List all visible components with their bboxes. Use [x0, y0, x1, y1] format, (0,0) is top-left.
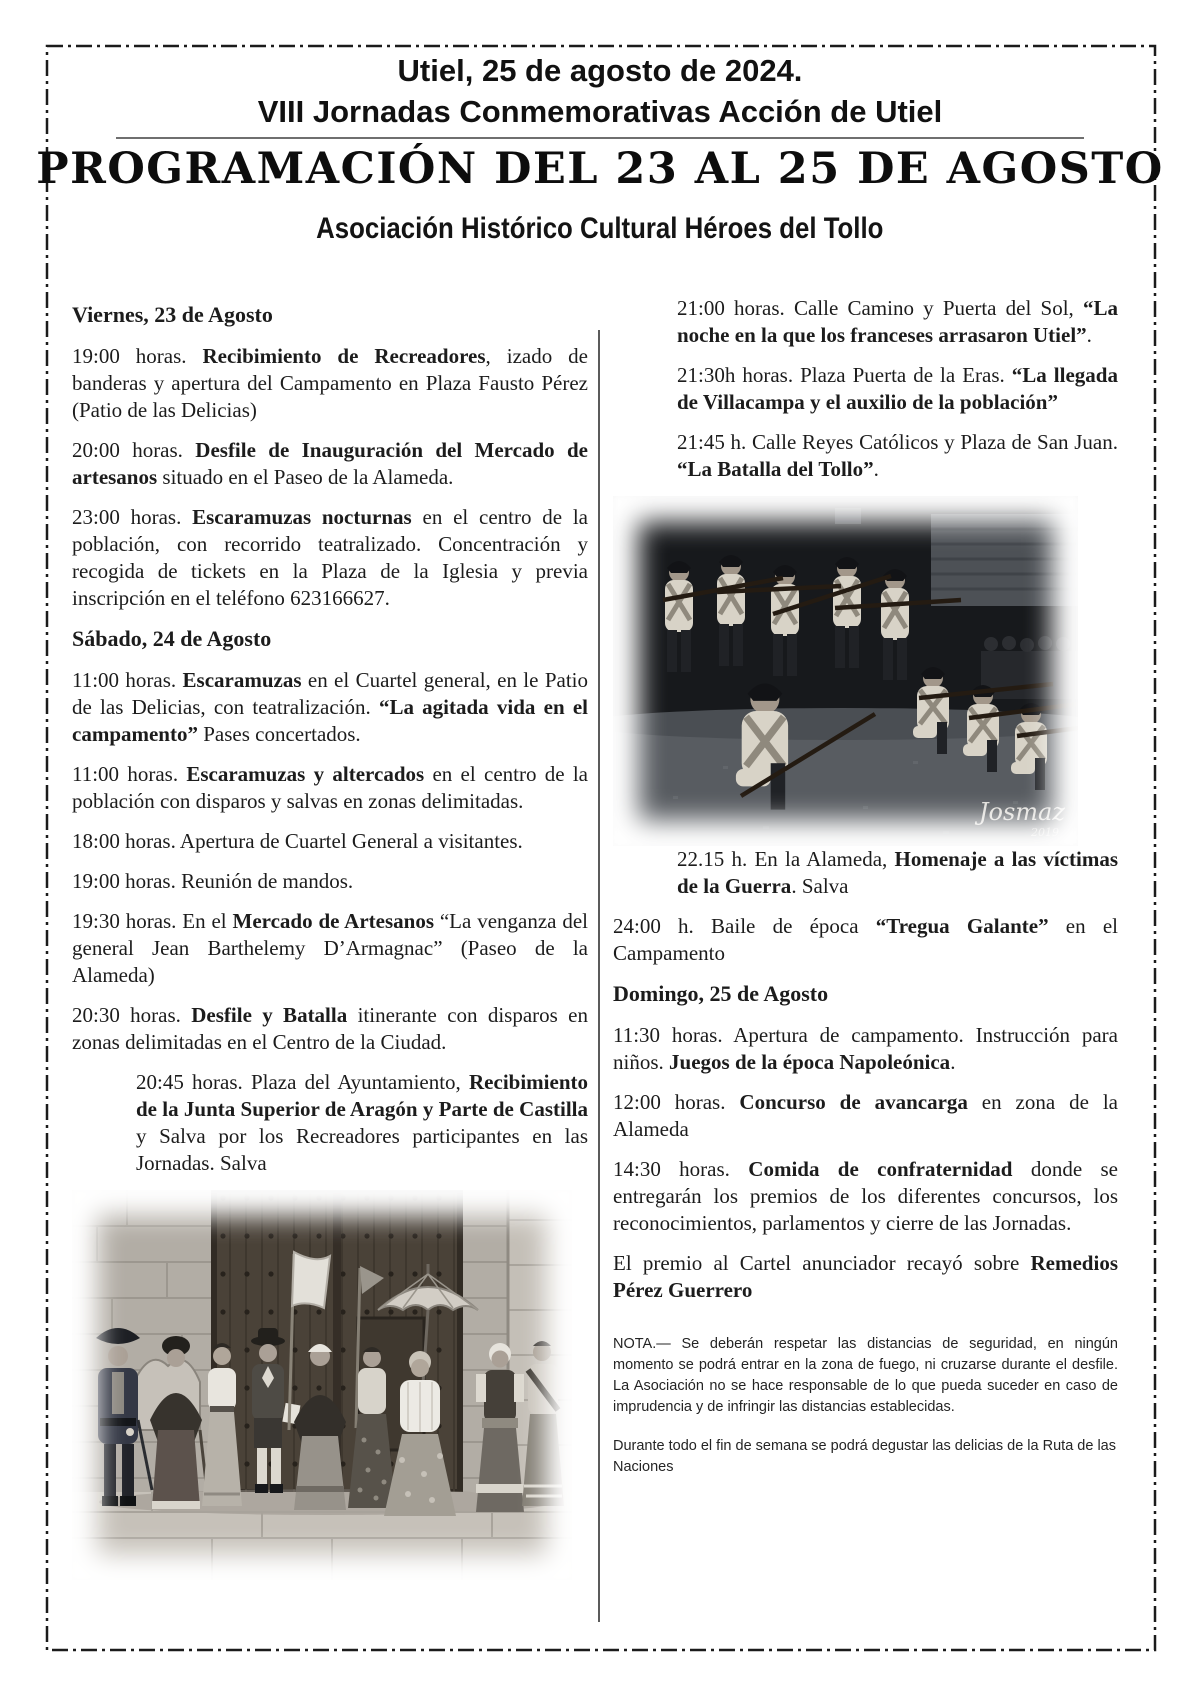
bold-text-run: Desfile y Batalla [191, 1003, 348, 1027]
text-run: 21:30h horas. Plaza Puerta de la Eras. [677, 363, 1012, 387]
header-event-line: VIII Jornadas Conmemorativas Acción de Utiel [257, 94, 943, 129]
schedule-paragraph [72, 343, 588, 424]
bold-text-run: Viernes, 23 de Agosto [72, 302, 273, 327]
text-run: 20:30 horas. [72, 1003, 192, 1027]
bold-text-run: “La llegada de Villacampa y el auxilio de la población” [677, 363, 1118, 414]
bold-text-run: Sábado, 24 de Agosto [72, 626, 272, 651]
text-run: 19:30 horas. En el [72, 909, 233, 933]
bold-text-run: Recibimiento de Recreadores [202, 344, 486, 368]
text-run: 24:00 h. Baile de época [613, 914, 876, 938]
bold-text-run: Recibimiento de la Junta Superior de Aragón y Parte de Castilla [136, 1070, 588, 1121]
bold-text-run: Escaramuzas nocturnas [192, 505, 412, 529]
text-run: Durante todo el fin de semana se podrá degustar las delicias de la Ruta de las Naciones [613, 1438, 1116, 1475]
schedule-paragraph [613, 362, 1118, 416]
text-run: , izado de banderas y apertura del Campamento en Plaza Fausto Pérez (Patio de las Delicias) [72, 344, 588, 422]
bold-text-run: Juegos de la época Napoleónica [669, 1050, 951, 1074]
text-run: 19:00 horas. Reunión de mandos. [72, 869, 354, 893]
date-heading [72, 301, 588, 328]
schedule-paragraph [613, 295, 1118, 349]
bold-text-run: Concurso de avancarga [739, 1090, 968, 1114]
bold-text-run: Escaramuzas [182, 668, 302, 692]
schedule-paragraph [613, 1436, 1118, 1478]
schedule-paragraph [613, 846, 1118, 900]
text-run: 21:00 horas. Calle Camino y Puerta del Sol, [677, 296, 1083, 320]
text-run: 11:00 horas. [72, 762, 187, 786]
watermark-name: Josmaz [978, 798, 1065, 826]
schedule-paragraph [613, 913, 1118, 967]
association-line [0, 212, 1200, 246]
bold-text-run: Homenaje a las víctimas de la Guerra [677, 847, 1118, 898]
battle-photo-illustration [613, 496, 1078, 846]
text-run: Pases concertados. [197, 722, 361, 746]
text-run: en el Cuartel general, en le Patio de las Delicias, con teatralización. [72, 668, 588, 719]
right-column [613, 295, 1118, 1491]
schedule-paragraph [72, 908, 588, 989]
text-run: 14:30 horas. [613, 1157, 749, 1181]
schedule-paragraph [72, 868, 588, 895]
schedule-paragraph [613, 1089, 1118, 1143]
text-run: 20:45 horas. Plaza del Ayuntamiento, [136, 1070, 470, 1094]
text-run: 21:45 h. Calle Reyes Católicos y Plaza de San Juan. [677, 430, 1118, 454]
text-run: El premio al Cartel anunciador recayó sobre [613, 1251, 1031, 1275]
right-column-text-top [613, 295, 1118, 483]
text-run: donde se entregarán los premios de los diferentes concursos, los reconocimientos, parlamentos y cierre de las Jornadas. [613, 1157, 1118, 1235]
schedule-paragraph [72, 437, 588, 491]
text-run: y Salva por los Recreadores participantes en las Jornadas. Salva [136, 1124, 588, 1175]
schedule-paragraph [72, 761, 588, 815]
bold-text-run: Mercado de Artesanos [232, 909, 434, 933]
schedule-paragraph [613, 1334, 1118, 1418]
bold-text-run: Desfile de Inauguración del Mercado de artesanos [72, 438, 588, 489]
column-divider [598, 330, 600, 1622]
text-run: en zona de la Alameda [613, 1090, 1118, 1141]
bold-text-run: “Tregua Galante” [875, 914, 1049, 938]
date-heading [72, 625, 588, 652]
schedule-paragraph [613, 429, 1118, 483]
schedule-paragraph [72, 1069, 588, 1177]
schedule-paragraph [72, 504, 588, 612]
left-column-text [72, 301, 588, 1177]
window [835, 508, 861, 524]
text-run: 23:00 horas. [72, 505, 193, 529]
watermark-year: 2019 [1031, 826, 1059, 839]
text-run: en el centro de la población, con recorrido teatralizado. Concentración y recogida de tickets en la Plaza de la Iglesia y previa inscripción en el teléfono 623166627. [72, 505, 589, 610]
right-column-text-bottom [613, 846, 1118, 1478]
text-run: situado en el Paseo de la Alameda. [157, 465, 454, 489]
text-run: . [873, 457, 879, 481]
header-date-line: Utiel, 25 de agosto de 2024. [397, 53, 803, 88]
left-column [72, 295, 588, 1580]
header-divider [116, 137, 1084, 139]
bold-text-run: Remedios Pérez Guerrero [613, 1251, 1118, 1302]
schedule-paragraph [72, 1002, 588, 1056]
text-run: 12:00 horas. [613, 1090, 740, 1114]
text-run: itinerante con disparos en zonas delimitadas en el Centro de la Ciudad. [72, 1003, 588, 1054]
text-run: 22.15 h. En la Alameda, [677, 847, 895, 871]
text-run: . [950, 1050, 956, 1074]
bold-text-run: “La Batalla del Tollo” [677, 457, 874, 481]
text-run: 19:00 horas. [72, 344, 203, 368]
bold-text-run: Domingo, 25 de Agosto [613, 981, 829, 1006]
bold-text-run: Comida de confraternidad [748, 1157, 1013, 1181]
schedule-paragraph [72, 828, 588, 855]
bold-text-run: “La agitada vida en el campamento” [72, 695, 588, 746]
bold-text-run: “La noche en la que los franceses arrasaron Utiel” [677, 296, 1118, 347]
garage-door [931, 514, 1078, 606]
text-run: 18:00 horas. Apertura de Cuartel General a visitantes. [72, 829, 523, 853]
flyer-header [0, 50, 1200, 246]
schedule-paragraph [613, 1022, 1118, 1076]
text-run: “La venganza del general Jean Barthelemy D’Armagnac” (Paseo de la Alameda) [72, 909, 588, 987]
text-run: en el centro de la población con disparos y salvas en zonas delimitadas. [72, 762, 588, 813]
schedule-paragraph [72, 667, 588, 748]
schedule-paragraph [613, 1250, 1118, 1304]
text-run: en el Campamento [613, 914, 1118, 965]
text-run: . [1086, 323, 1092, 347]
text-run: 11:30 horas. Apertura de campamento. Instrucción para niños. [613, 1023, 1118, 1074]
schedule-paragraph [613, 1156, 1118, 1237]
text-run: NOTA.— Se deberán respetar las distancias de seguridad, en ningún momento se podrá entrar en la zona de fuego, ni cruzarse durante el desfile. La Asociación no se hace responsable de lo que pueda suceder en caso de imprudencia y de infringir las distancias establecidas. [613, 1336, 1118, 1415]
bold-text-run: Escaramuzas y altercados [186, 762, 425, 786]
text-run: 11:00 horas. [72, 668, 183, 692]
text-run: 20:00 horas. [72, 438, 196, 462]
program-title: PROGRAMACIÓN DEL 23 AL 25 DE AGOSTO [36, 144, 1164, 194]
battle-reenactment-photo [613, 496, 1078, 846]
date-heading [613, 980, 1118, 1007]
recreators-group-photo [72, 1190, 572, 1580]
group-photo-illustration [72, 1190, 572, 1580]
text-run: . Salva [791, 874, 849, 898]
association-name: Asociación Histórico Cultural Héroes del Tollo [316, 212, 884, 245]
